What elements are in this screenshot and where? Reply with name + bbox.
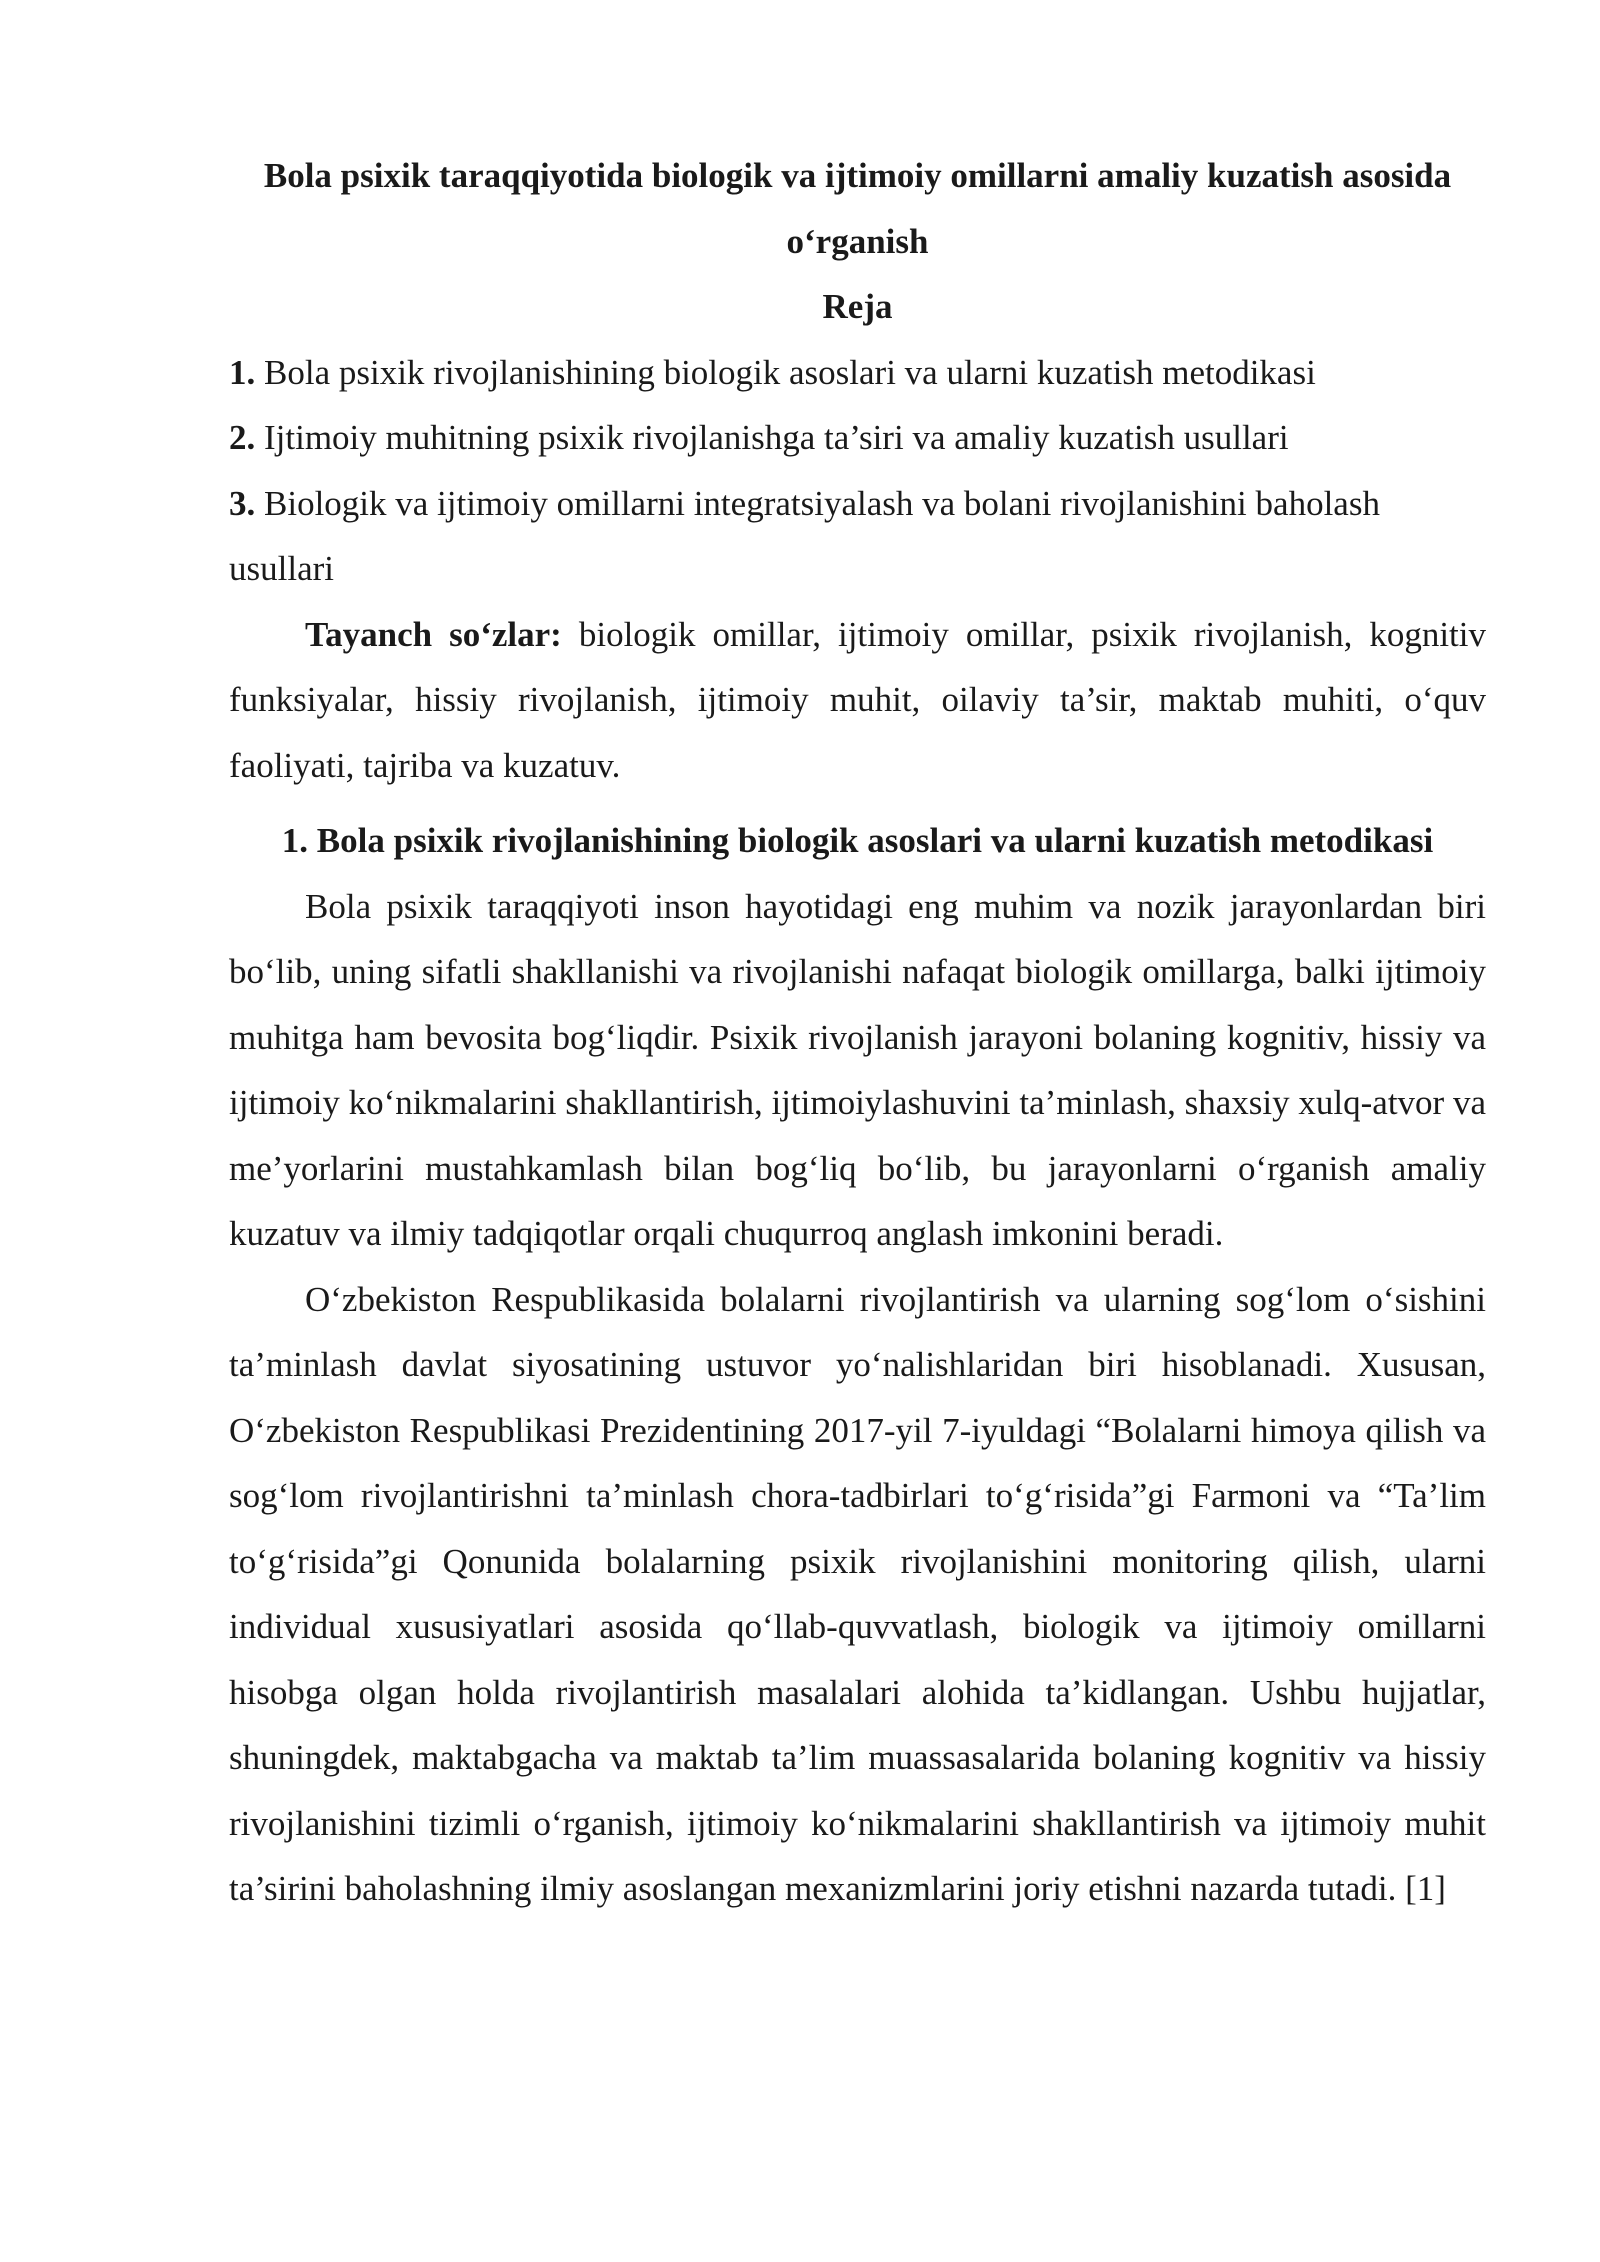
keywords-paragraph bbox=[229, 602, 1486, 799]
plan-item-text: Biologik va ijtimoiy omillarni integratsiyalash va bolani rivojlanishini baholash usullari bbox=[229, 483, 1380, 588]
body-paragraph: O‘zbekiston Respublikasida bolalarni rivojlantirish va ularning sog‘lom o‘sishini ta’minlash davlat siyosatining ustuvor yo‘nalishlaridan biri hisoblanadi. Xususan, O‘zbekiston Respublikasi Prezidentining 2017-yil 7-iyuldagi “Bolalarni himoya qilish va sog‘lom rivojlantirishni ta’minlash chora-tadbirlari to‘g‘risida”gi Farmoni va “Ta’lim to‘g‘risida”gi Qonunida bolalarning psixik rivojlanishini monitoring qilish, ularni individual xususiyatlari asosida qo‘llab-quvvatlash, biologik va ijtimoiy omillarni hisobga olgan holda rivojlantirish masalalari alohida ta’kidlangan. Ushbu hujjatlar, shuningdek, maktabgacha va maktab ta’lim muassasalarida bolaning kognitiv va hissiy rivojlanishini tizimli o‘rganish, ijtimoiy ko‘nikmalarini shakllantirish va ijtimoiy muhit ta’sirini baholashning ilmiy asoslangan mexanizmlarini joriy etishni nazarda tutadi. [1] bbox=[229, 1279, 1486, 1908]
plan-item-text: Bola psixik rivojlanishining biologik asoslari va ularni kuzatish metodikasi bbox=[255, 352, 1316, 392]
section-heading: 1. Bola psixik rivojlanishining biologik asoslari va ularni kuzatish metodikasi bbox=[281, 821, 1434, 860]
keywords-text: biologik omillar, ijtimoiy omillar, psixik rivojlanish, kognitiv funksiyalar, hissiy rivojlanish, ijtimoiy muhit, oilaviy ta’sir, maktab muhiti, o‘quv faoliyati, tajriba va kuzatuv. bbox=[229, 614, 1486, 785]
document-body bbox=[229, 143, 1486, 1922]
plan-item bbox=[229, 340, 1486, 406]
plan-item-number: 1. bbox=[229, 352, 256, 392]
plan-item-number: 3. bbox=[229, 483, 256, 523]
plan-item-text: Ijtimoiy muhitning psixik rivojlanishga ta’siri va amaliy kuzatish usullari bbox=[255, 418, 1289, 457]
plan-item bbox=[229, 471, 1486, 602]
plan-list bbox=[229, 340, 1486, 602]
plan-item bbox=[229, 405, 1486, 471]
keywords-label: Tayanch so‘zlar: bbox=[305, 614, 562, 654]
plan-heading: Reja bbox=[822, 287, 893, 326]
plan-item-number: 2. bbox=[229, 418, 256, 457]
body-paragraph: Bola psixik taraqqiyoti inson hayotidagi eng muhim va nozik jarayonlardan biri bo‘lib, uning sifatli shakllanishi va rivojlanishi nafaqat biologik omillarga, balki ijtimoiy muhitga ham bevosita bog‘liqdir. Psixik rivojlanish jarayoni bolaning kognitiv, hissiy va ijtimoiy ko‘nikmalarini shakllantirish, ijtimoiylashuvini ta’minlash, shaxsiy xulq-atvor va me’yorlarini mustahkamlash bilan bog‘liq bo‘lib, bu jarayonlarni o‘rganish amaliy kuzatuv va ilmiy tadqiqotlar orqali chuqurroq anglash imkonini beradi. bbox=[229, 886, 1486, 1253]
document-title: Bola psixik taraqqiyotida biologik va ijtimoiy omillarni amaliy kuzatish asosida o‘rganish bbox=[263, 156, 1452, 261]
